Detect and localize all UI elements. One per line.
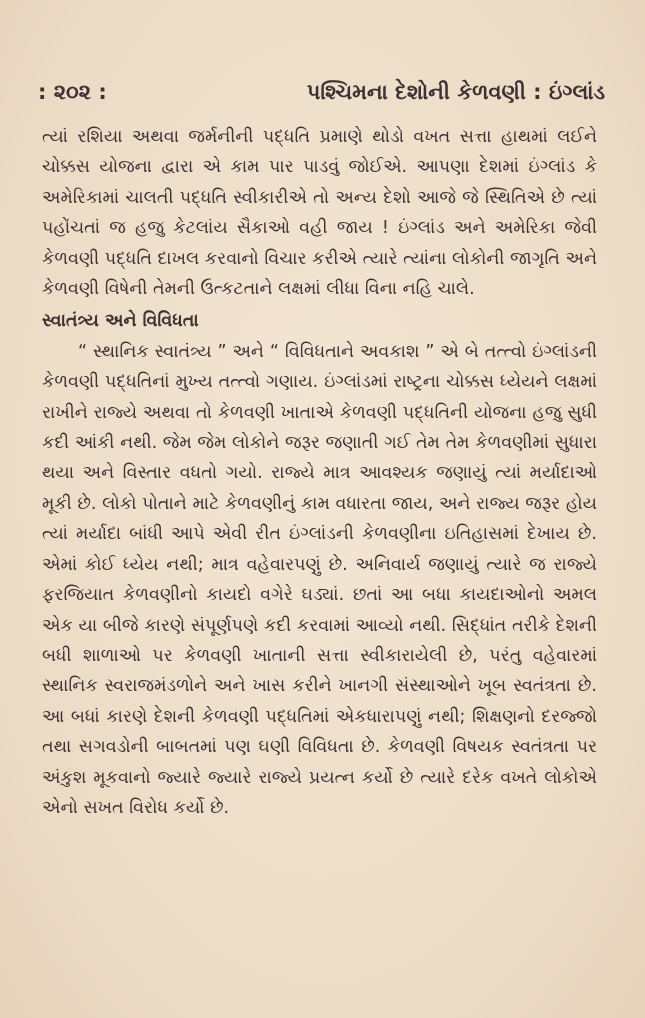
page-body bbox=[42, 122, 597, 823]
paragraph-1: ત્યાં રશિયા અથવા જર્મનીની પદ્ધતિ પ્રમાણે થોડો વખત સત્તા હાથમાં લઈને ચોક્કસ યોજના દ્વારા એ કામ પાર પાડવું જોઈએ. આપણા દેશમાં ઇંગ્લાંડ કે અમેરિકામાં ચાલતી પદ્ધતિ સ્વીકારીએ તો અન્ય દેશો આજે જે સ્થિતિએ છે ત્યાં પહોંચતાં જ હજુ કેટલાંય સૈકાઓ વહી જાય ! ઇંગ્લાંડ અને અમેરિકા જેવી કેળવણી પદ્ધતિ દાખલ કરવાનો વિચાર કરીએ ત્યારે ત્યાંના લોકોની જાગૃતિ અને કેળવણી વિષેની તેમની ઉત્કટતાને લક્ષમાં લીધા વિના નહિ ચાલે. bbox=[42, 127, 597, 300]
paragraph-2: “ સ્થાનિક સ્વાતંત્ર્ય ” અને “ વિવિધતાને અવકાશ ” એ બે તત્ત્વો ઇંગ્લાંડની કેળવણી પદ્ધતિનાં મુખ્ય તત્ત્વો ગણાય. ઇંગ્લાંડમાં રાષ્ટ્રના ચોક્કસ ધ્યેયને લક્ષમાં રાખીને રાજ્યે અથવા તો કેળવણી ખાતાએ કેળવણી પદ્ધતિની યોજના હજુ સુધી કદી આંકી નથી. જેમ જેમ લોકોને જરૂર જણાતી ગઈ તેમ તેમ કેળવણીમાં સુધારા થયા અને વિસ્તાર વધતો ગયો. રાજ્યે માત્ર આવશ્યક જણાયું ત્યાં મર્યાદાઓ મૂકી છે. લોકો પોતાને માટે કેળવણીનું કામ વધારતા જાય, અને રાજ્ય જરૂર હોય ત્યાં મર્યાદા બાંધી આપે એવી રીત ઇંગ્લાંડની કેળવણીના ઇતિહાસમાં દેખાય છે. એમાં કોઈ ધ્યેય નથી; માત્ર વહેવારપણું છે. અનિવાર્ય જણાયું ત્યારે જ રાજ્યે ફરજિયાત કેળવણીનો કાયદો વગેરે ઘડ્યાં. છતાં આ બધા કાયદાઓનો અમલ એક યા બીજે કારણે સંપૂર્ણપણે કદી કરવામાં આવ્યો નથી. સિદ્ધાંત તરીકે દેશની બધી શાળાઓ પર કેળવણી ખાતાની સત્તા સ્વીકારાયેલી છે, પરંતુ વહેવારમાં સ્થાનિક સ્વરાજમંડળોને અને ખાસ કરીને ખાનગી સંસ્થાઓને ખૂબ સ્વતંત્રતા છે. આ બધાં કારણે દેશની કેળવણી પદ્ધતિમાં એકધારાપણું નથી; શિક્ષણનો દરજ્જો તથા સગવડોની બાબતમાં પણ ઘણી વિવિધતા છે. કેળવણી વિષયક સ્વતંત્રતા પર અંકુશ મૂકવાનો જ્યારે જ્યારે રાજ્યે પ્રયત્ન કર્યો છે ત્યારે દરેક વખતે લોકોએ એનો સખત વિરોધ કર્યો છે. bbox=[42, 341, 597, 818]
running-title: પશ્ચિમના દેશોની કેળવણી : ઇંગ્લાંડ bbox=[306, 80, 605, 104]
section-heading: સ્વાતંત્ર્ય અને વિવિધતા bbox=[42, 311, 199, 332]
page-header bbox=[38, 80, 605, 116]
page-number: : ૨૦૨ : bbox=[38, 80, 107, 104]
